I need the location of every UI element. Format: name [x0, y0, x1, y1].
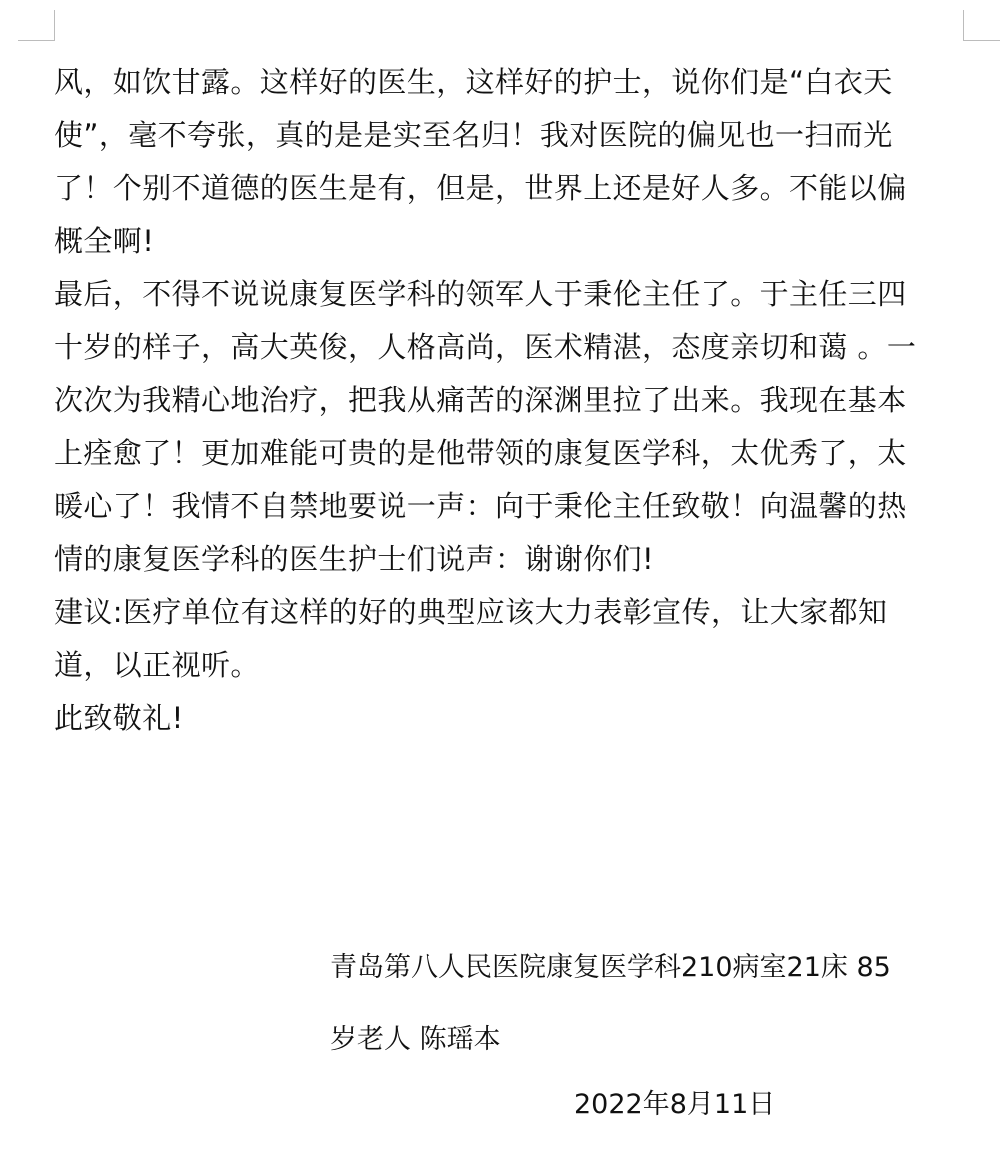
- text-line: 风，如饮甘露。这样好的医生，这样好的护士，说你们是“白衣天: [54, 65, 893, 99]
- letter-body: [54, 56, 966, 745]
- text-line: 建议:医疗单位有这样的好的典型应该大力表彰宣传，让大家都知: [54, 595, 888, 629]
- text-line: 上痊愈了！更加难能可贵的是他带领的康复医学科，太优秀了，太: [54, 436, 907, 470]
- text-line: 最后，不得不说说康复医学科的领军人于秉伦主任了。于主任三四: [54, 277, 907, 311]
- text-line: 道，以正视听。: [54, 648, 260, 682]
- page-corner-mark-right: [963, 10, 1000, 41]
- paragraph-suggestion: [54, 586, 966, 692]
- text-line: 使”，毫不夸张，真的是是实至名归！我对医院的偏见也一扫而光: [54, 118, 893, 152]
- closing-salutation: [54, 692, 966, 745]
- text-line: 次次为我精心地治疗，把我从痛苦的深渊里拉了出来。我现在基本: [54, 383, 907, 417]
- page-corner-mark-left: [18, 10, 55, 41]
- text-line: 了！个别不道德的医生是有，但是，世界上还是好人多。不能以偏: [54, 171, 907, 205]
- text-line: 概全啊!: [54, 224, 155, 258]
- text-line: 情的康复医学科的医生护士们说声：谢谢你们!: [54, 542, 655, 576]
- text-line: 此致敬礼!: [54, 701, 184, 735]
- signature-line-2: 岁老人 陈瑶本: [330, 1024, 501, 1055]
- letter-date: 2022年8月11日: [574, 1089, 776, 1120]
- text-line: 暖心了！我情不自禁地要说一声：向于秉伦主任致敬！向温馨的热: [54, 489, 907, 523]
- text-line: 十岁的样子，高大英俊，人格高尚，医术精湛，态度亲切和蔼 。一: [54, 330, 917, 364]
- paragraph-praise-director: [54, 268, 966, 586]
- paragraph-praise-staff: [54, 56, 966, 268]
- signature-line-1: 青岛第八人民医院康复医学科210病室21床 85: [330, 952, 891, 983]
